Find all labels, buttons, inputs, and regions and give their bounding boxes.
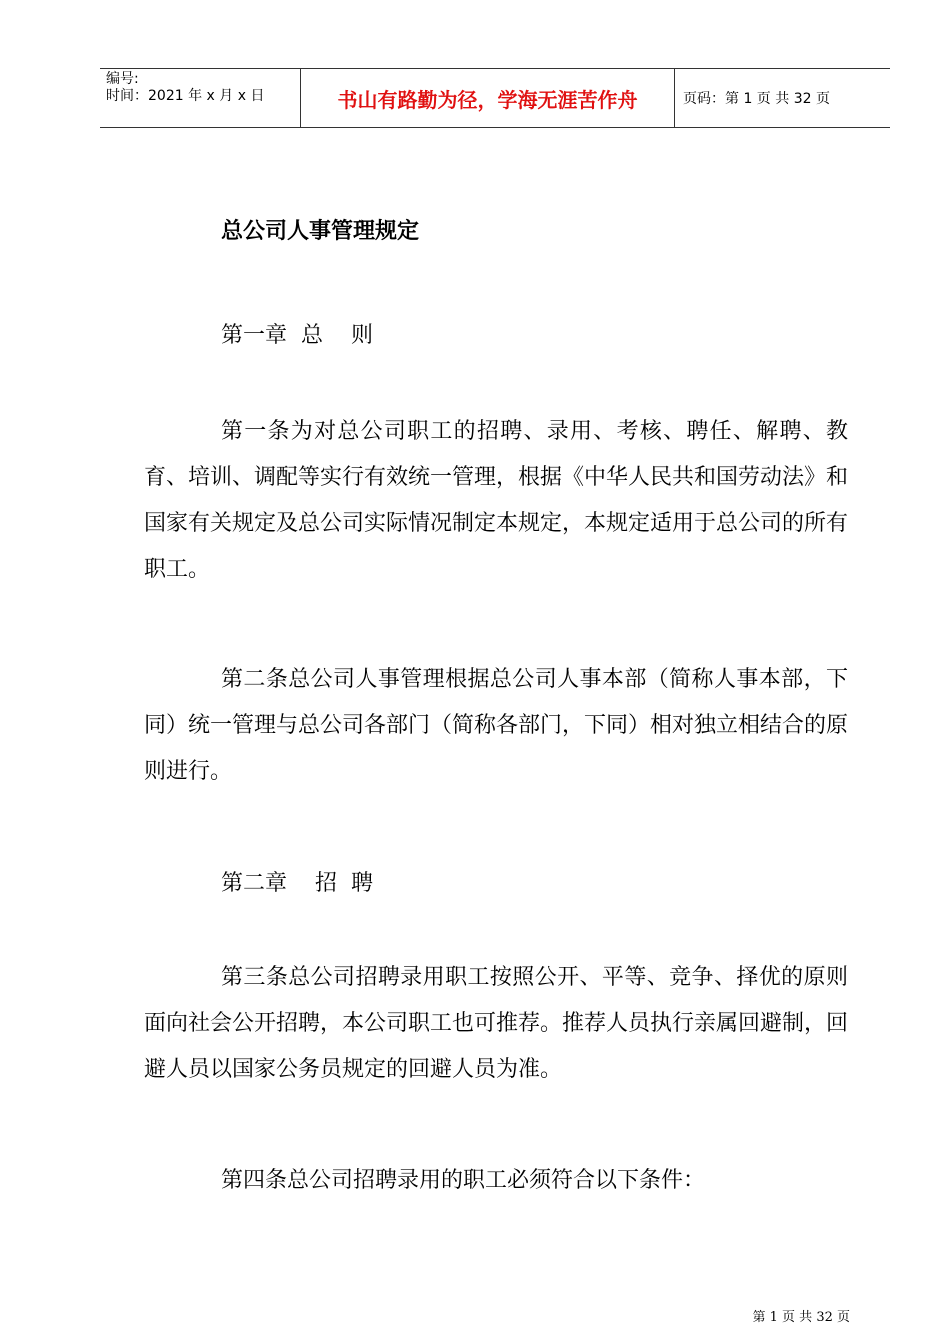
article-4: 第四条总公司招聘录用的职工必须符合以下条件： (221, 1168, 706, 1193)
chapter-1-heading: 第一章 总 则 (221, 323, 373, 348)
article-2: 第二条总公司人事管理根据总公司人事本部（简称人事本部，下同）统一管理与总公司各部门（简称各部门，下同）相对独立相结合的原则进行。 (144, 667, 849, 784)
page-footer: 第 1 页 共 32 页 (752, 1310, 850, 1325)
document-title: 总公司人事管理规定 (221, 219, 420, 244)
time-label: 时间：2021 年 x 月 x 日 (106, 88, 265, 104)
number-label: 编号: (106, 71, 139, 87)
chapter-2-heading: 第二章 招 聘 (221, 871, 373, 896)
article-1: 第一条为对总公司职工的招聘、录用、考核、聘任、解聘、教育、培训、调配等实行有效统一管理，根据《中华人民共和国劳动法》和国家有关规定及总公司实际情况制定本规定，本规定适用于总公司的所有职工。 (144, 419, 849, 582)
header-motto: 书山有路勤为径，学海无涯苦作舟 (301, 69, 675, 127)
header-meta (100, 69, 301, 127)
header-page-info: 页码：第 1 页 共 32 页 (683, 91, 830, 107)
article-3: 第三条总公司招聘录用职工按照公开、平等、竞争、择优的原则面向社会公开招聘，本公司职工也可推荐。推荐人员执行亲属回避制，回避人员以国家公务员规定的回避人员为准。 (144, 965, 849, 1082)
page-header (100, 68, 890, 128)
